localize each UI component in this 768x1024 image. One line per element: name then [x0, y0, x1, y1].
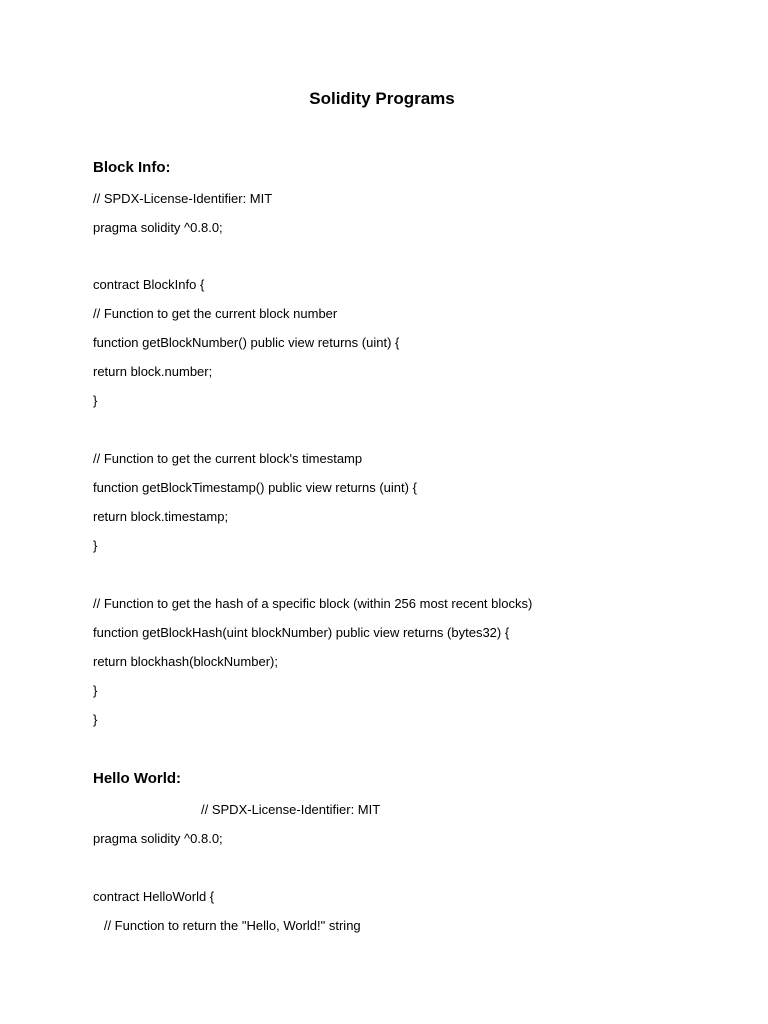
code-line: // Function to get the current block number — [93, 306, 338, 321]
code-line: // Function to get the hash of a specific block (within 256 most recent blocks) — [93, 596, 533, 611]
code-line: pragma solidity ^0.8.0; — [93, 220, 223, 235]
code-line: // Function to get the current block's timestamp — [93, 451, 363, 466]
code-line: return block.timestamp; — [93, 509, 229, 524]
code-line: function getBlockNumber() public view returns (uint) { — [93, 335, 400, 350]
code-line: } — [93, 712, 98, 727]
code-line: contract HelloWorld { — [93, 889, 215, 904]
code-line: // SPDX-License-Identifier: MIT — [201, 802, 381, 817]
code-line: function getBlockTimestamp() public view returns (uint) { — [93, 480, 417, 495]
code-line: pragma solidity ^0.8.0; — [93, 831, 223, 846]
code-line: function getBlockHash(uint blockNumber) public view returns (bytes32) { — [93, 625, 510, 640]
code-line: // Function to return the "Hello, World!" string — [93, 918, 361, 933]
code-line: } — [93, 683, 98, 698]
document-title: Solidity Programs — [309, 89, 455, 108]
section-heading-block-info: Block Info: — [93, 159, 171, 176]
code-line: contract BlockInfo { — [93, 277, 205, 292]
code-line: return blockhash(blockNumber); — [93, 654, 278, 669]
code-line: return block.number; — [93, 364, 213, 379]
code-line: } — [93, 393, 98, 408]
code-line: } — [93, 538, 98, 553]
section-heading-hello-world: Hello World: — [93, 770, 182, 787]
code-line: // SPDX-License-Identifier: MIT — [93, 191, 273, 206]
